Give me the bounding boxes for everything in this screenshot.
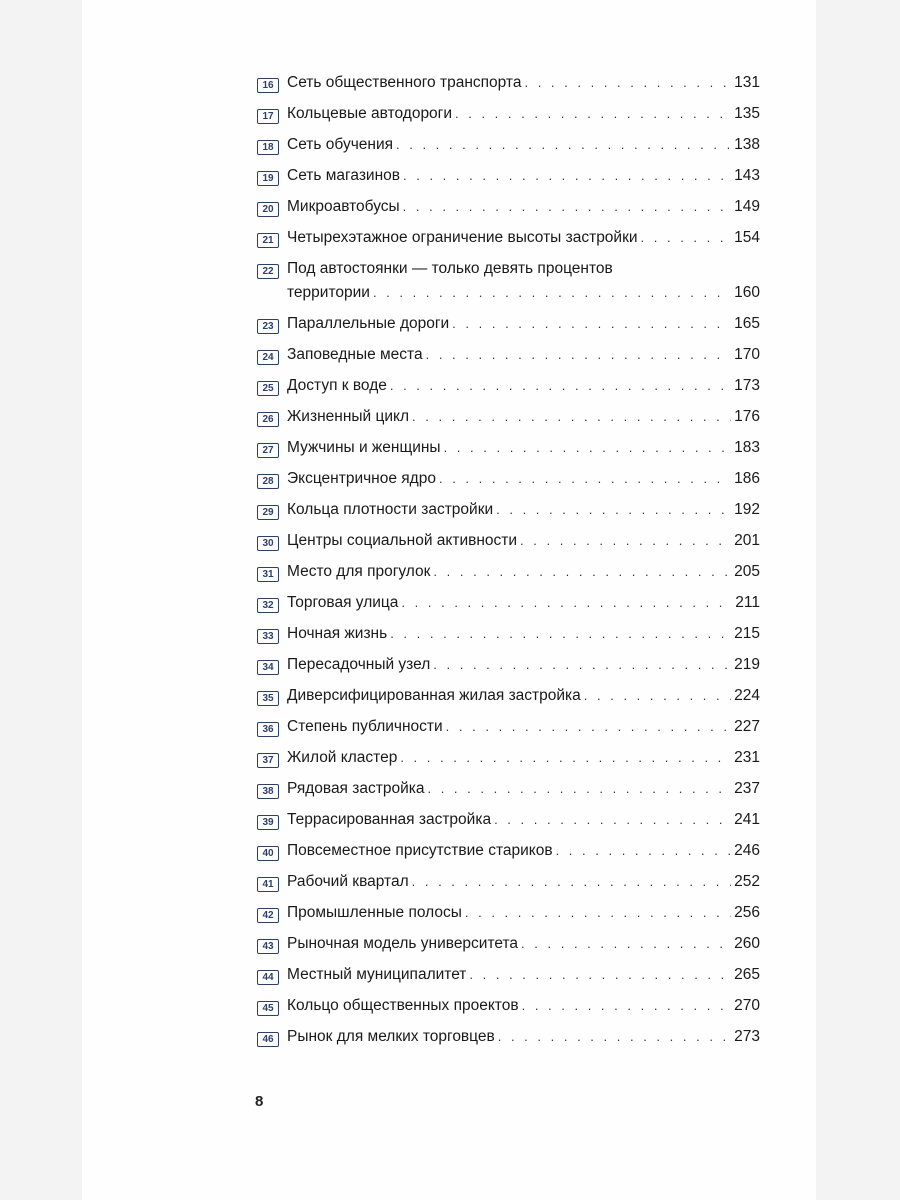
chapter-number-badge: 24	[257, 350, 279, 365]
entry-page: 149	[734, 198, 760, 215]
entry-page: 256	[734, 904, 760, 921]
chapter-number-badge: 43	[257, 939, 279, 954]
chapter-number-badge: 31	[257, 567, 279, 582]
entry-title: Параллельные дороги	[287, 315, 450, 332]
toc-entry	[257, 718, 760, 743]
entry-title: Диверсифицированная жилая застройка	[287, 687, 581, 704]
chapter-number-badge: 42	[257, 908, 279, 923]
dot-leader	[446, 719, 731, 734]
entry-title: Эксцентричное ядро	[287, 470, 436, 487]
toc-entry	[257, 997, 760, 1022]
dot-leader	[403, 199, 731, 214]
dot-leader	[469, 967, 731, 982]
entry-page: 270	[734, 997, 760, 1014]
page-number: 8	[255, 1093, 264, 1110]
chapter-number-badge: 25	[257, 381, 279, 396]
entry-page: 241	[734, 811, 760, 828]
chapter-number-badge: 30	[257, 536, 279, 551]
chapter-number-badge: 16	[257, 78, 279, 93]
entry-page: 138	[734, 136, 760, 153]
entry-page: 154	[734, 229, 760, 246]
entry-title: Местный муниципалитет	[287, 966, 467, 983]
dot-leader	[412, 874, 731, 889]
chapter-number-badge: 34	[257, 660, 279, 675]
entry-page: 224	[734, 687, 760, 704]
toc-entry	[257, 229, 760, 254]
entry-title: Доступ к воде	[287, 377, 387, 394]
toc-entry	[257, 532, 760, 557]
chapter-number-badge: 41	[257, 877, 279, 892]
toc-entry	[257, 873, 760, 898]
toc-entry	[257, 749, 760, 774]
dot-leader	[400, 750, 731, 765]
entry-title: Степень публичности	[287, 718, 443, 735]
chapter-number-badge: 32	[257, 598, 279, 613]
chapter-number-badge: 39	[257, 815, 279, 830]
chapter-number-badge: 17	[257, 109, 279, 124]
entry-title: Кольцо общественных проектов	[287, 997, 519, 1014]
dot-leader	[433, 657, 731, 672]
entry-page: 135	[734, 105, 760, 122]
chapter-number-badge: 22	[257, 264, 279, 279]
entry-title: Сеть общественного транспорта	[287, 74, 522, 91]
entry-title: Центры социальной активности	[287, 532, 518, 549]
dot-leader	[520, 533, 731, 548]
entry-title: Террасированная застройка	[287, 811, 492, 828]
chapter-number-badge: 26	[257, 412, 279, 427]
chapter-number-badge: 23	[257, 319, 279, 334]
entry-title: Сеть магазинов	[287, 167, 400, 184]
dot-leader	[465, 905, 731, 920]
entry-page: 219	[734, 656, 760, 673]
chapter-number-badge: 45	[257, 1001, 279, 1016]
chapter-number-badge: 20	[257, 202, 279, 217]
toc-entry	[257, 470, 760, 495]
entry-title: Ночная жизнь	[287, 625, 388, 642]
toc-entry	[257, 594, 760, 619]
dot-leader	[524, 75, 731, 90]
entry-page: 143	[734, 167, 760, 184]
chapter-number-badge: 35	[257, 691, 279, 706]
entry-page: 246	[734, 842, 760, 859]
entry-page: 186	[734, 470, 760, 487]
entry-title: Рядовая застройка	[287, 780, 425, 797]
entry-title: Промышленные полосы	[287, 904, 462, 921]
entry-page: 211	[735, 594, 760, 611]
entry-title: Сеть обучения	[287, 136, 393, 153]
entry-page: 183	[734, 439, 760, 456]
toc-entry	[257, 656, 760, 681]
toc-entry	[257, 260, 760, 309]
toc-entry	[257, 74, 760, 99]
chapter-number-badge: 18	[257, 140, 279, 155]
dot-leader	[521, 936, 731, 951]
dot-leader	[455, 106, 731, 121]
entry-page: 192	[734, 501, 760, 518]
entry-page: 273	[734, 1028, 760, 1045]
dot-leader	[427, 781, 731, 796]
entry-page: 265	[734, 966, 760, 983]
entry-title: Место для прогулок	[287, 563, 431, 580]
toc-entry	[257, 439, 760, 464]
chapter-number-badge: 46	[257, 1032, 279, 1047]
chapter-number-badge: 27	[257, 443, 279, 458]
dot-leader	[494, 812, 731, 827]
entry-title: Кольцевые автодороги	[287, 105, 452, 122]
entry-page: 201	[734, 532, 760, 549]
dot-leader	[390, 378, 731, 393]
entry-page: 215	[734, 625, 760, 642]
entry-page: 176	[734, 408, 760, 425]
toc-entry	[257, 563, 760, 588]
dot-leader	[584, 688, 731, 703]
table-of-contents	[257, 74, 760, 1059]
dot-leader	[401, 595, 732, 610]
chapter-number-badge: 44	[257, 970, 279, 985]
entry-page: 131	[734, 74, 760, 91]
entry-page: 160	[734, 284, 760, 301]
entry-title: Пересадочный узел	[287, 656, 431, 673]
entry-page: 173	[734, 377, 760, 394]
chapter-number-badge: 19	[257, 171, 279, 186]
entry-title: Повсеместное присутствие стариков	[287, 842, 553, 859]
entry-title: Жизненный цикл	[287, 408, 410, 425]
chapter-number-badge: 21	[257, 233, 279, 248]
dot-leader	[641, 230, 732, 245]
toc-entry	[257, 377, 760, 402]
toc-entry	[257, 625, 760, 650]
toc-entry	[257, 105, 760, 130]
chapter-number-badge: 28	[257, 474, 279, 489]
toc-entry	[257, 501, 760, 526]
dot-leader	[390, 626, 731, 641]
toc-entry	[257, 811, 760, 836]
toc-entry	[257, 198, 760, 223]
entry-page: 170	[734, 346, 760, 363]
toc-entry	[257, 966, 760, 991]
entry-page: 205	[734, 563, 760, 580]
toc-entry	[257, 136, 760, 161]
dot-leader	[412, 409, 731, 424]
dot-leader	[498, 1029, 731, 1044]
dot-leader	[403, 168, 731, 183]
toc-entry	[257, 315, 760, 340]
entry-title: Рыночная модель университета	[287, 935, 519, 952]
toc-entry	[257, 1028, 760, 1053]
entry-title: территории	[287, 284, 370, 301]
entry-title: Заповедные места	[287, 346, 423, 363]
dot-leader	[496, 502, 731, 517]
entry-page: 227	[734, 718, 760, 735]
toc-entry	[257, 167, 760, 192]
toc-entry	[257, 346, 760, 371]
toc-entry	[257, 842, 760, 867]
entry-title: Кольца плотности застройки	[287, 501, 494, 518]
dot-leader	[444, 440, 732, 455]
entry-page: 237	[734, 780, 760, 797]
entry-title: Рынок для мелких торговцев	[287, 1028, 495, 1045]
dot-leader	[433, 564, 731, 579]
toc-entry	[257, 687, 760, 712]
entry-title-line1: Под автостоянки — только девять процентов	[287, 260, 613, 277]
dot-leader	[452, 316, 731, 331]
toc-entry	[257, 935, 760, 960]
chapter-number-badge: 40	[257, 846, 279, 861]
chapter-number-badge: 37	[257, 753, 279, 768]
dot-leader	[556, 843, 732, 858]
chapter-number-badge: 29	[257, 505, 279, 520]
dot-leader	[373, 285, 731, 300]
toc-entry	[257, 408, 760, 433]
chapter-number-badge: 33	[257, 629, 279, 644]
toc-entry	[257, 780, 760, 805]
entry-page: 165	[734, 315, 760, 332]
entry-title: Торговая улица	[287, 594, 399, 611]
dot-leader	[522, 998, 732, 1013]
dot-leader	[396, 137, 731, 152]
entry-title: Жилой кластер	[287, 749, 398, 766]
entry-page: 260	[734, 935, 760, 952]
entry-page: 252	[734, 873, 760, 890]
chapter-number-badge: 38	[257, 784, 279, 799]
entry-title: Четырехэтажное ограничение высоты застройки	[287, 229, 638, 246]
entry-page: 231	[734, 749, 760, 766]
toc-entry	[257, 904, 760, 929]
dot-leader	[426, 347, 732, 362]
chapter-number-badge: 36	[257, 722, 279, 737]
entry-title: Рабочий квартал	[287, 873, 409, 890]
entry-title: Мужчины и женщины	[287, 439, 441, 456]
dot-leader	[439, 471, 731, 486]
entry-title: Микроавтобусы	[287, 198, 400, 215]
